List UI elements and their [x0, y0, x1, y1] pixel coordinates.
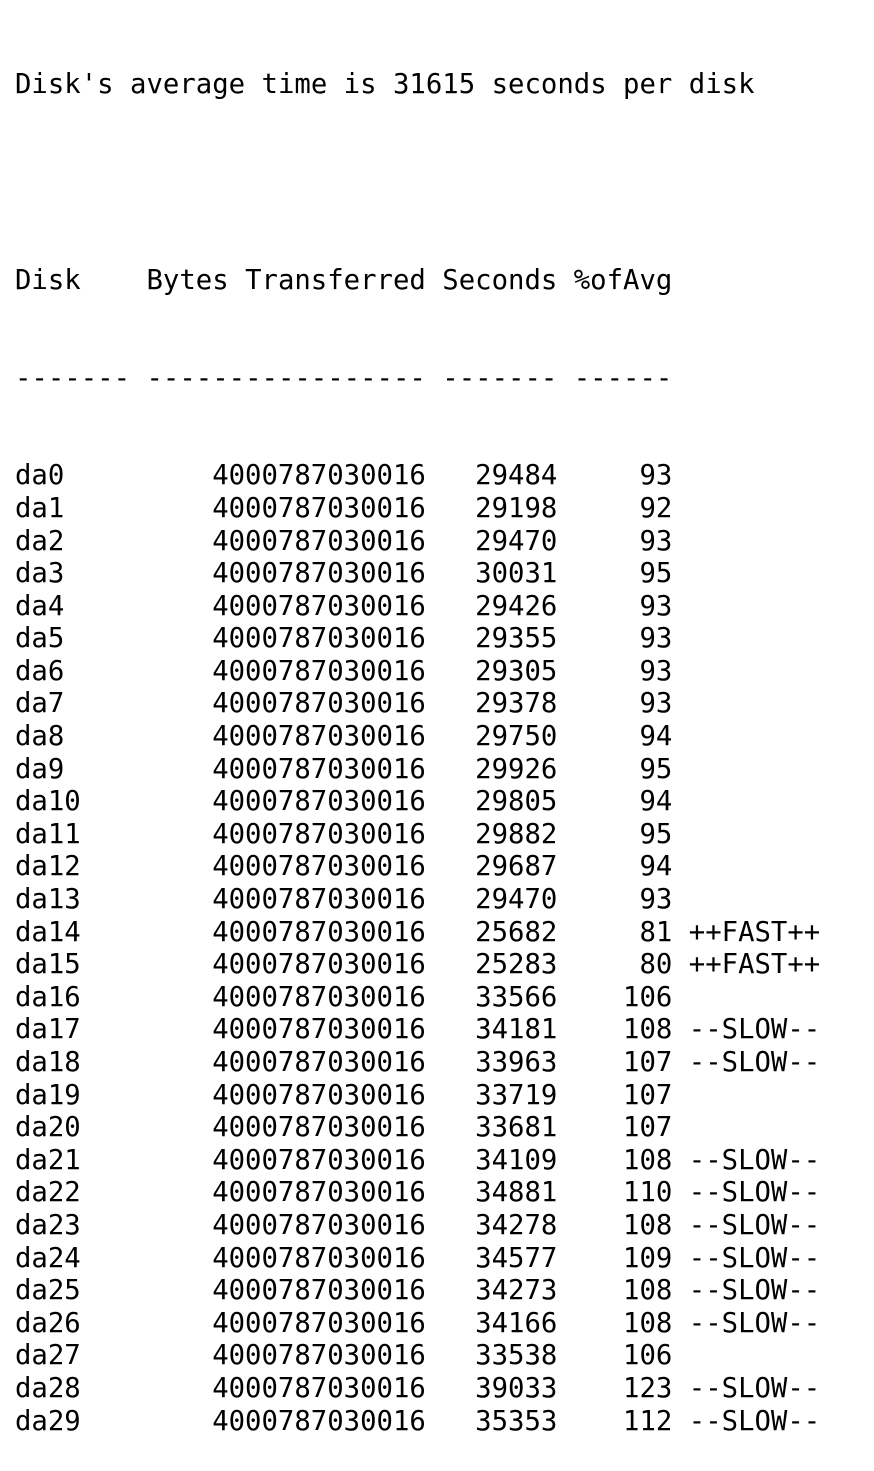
rule-seconds: -------	[442, 362, 558, 394]
cell-pct: 94	[639, 721, 673, 753]
cell-bytes: 4000787030016	[212, 916, 426, 948]
cell-disk: da9	[15, 753, 65, 785]
table-row	[15, 1243, 865, 1276]
cell-seconds: 29687	[475, 851, 558, 883]
cell-disk: da27	[15, 1340, 81, 1372]
cell-seconds: 34166	[475, 1307, 558, 1339]
cell-bytes: 4000787030016	[212, 1275, 426, 1307]
cell-disk: da23	[15, 1209, 81, 1241]
table-row	[15, 754, 865, 787]
cell-disk: da5	[15, 623, 65, 655]
table-row	[15, 493, 865, 526]
cell-bytes: 4000787030016	[212, 818, 426, 850]
cell-seconds: 35353	[475, 1405, 558, 1437]
table-row	[15, 1080, 865, 1113]
cell-seconds: 33681	[475, 1112, 558, 1144]
table-row	[15, 982, 865, 1015]
table-row	[15, 1373, 865, 1406]
cell-bytes: 4000787030016	[212, 949, 426, 981]
cell-flag: --SLOW--	[688, 1177, 821, 1209]
table-row	[15, 1112, 865, 1145]
cell-disk: da10	[15, 786, 81, 818]
cell-pct: 95	[639, 753, 673, 785]
cell-flag: --SLOW--	[688, 1275, 821, 1307]
table-row	[15, 1177, 865, 1210]
cell-bytes: 4000787030016	[212, 1014, 426, 1046]
cell-disk: da16	[15, 981, 81, 1013]
cell-bytes: 4000787030016	[212, 721, 426, 753]
cell-bytes: 4000787030016	[212, 525, 426, 557]
cell-disk: da21	[15, 1144, 81, 1176]
cell-flag: --SLOW--	[688, 1047, 821, 1078]
cell-pct: 107	[623, 1112, 673, 1144]
table-row	[15, 460, 865, 493]
cell-seconds: 29750	[475, 721, 558, 753]
cell-flag: --SLOW--	[688, 1307, 821, 1339]
cell-seconds: 25682	[475, 916, 558, 948]
table-row	[15, 721, 865, 754]
table-row	[15, 1145, 865, 1178]
cell-disk: da28	[15, 1372, 81, 1404]
cell-seconds: 33719	[475, 1079, 558, 1111]
cell-disk: da13	[15, 884, 81, 916]
cell-bytes: 4000787030016	[212, 590, 426, 622]
cell-flag: ++FAST++	[688, 949, 821, 981]
cell-bytes: 4000787030016	[212, 492, 426, 524]
cell-pct: 109	[623, 1242, 673, 1274]
cell-pct: 93	[639, 655, 673, 687]
table-row	[15, 1210, 865, 1243]
header-bytes: Bytes Transferred	[146, 264, 426, 296]
table-row	[15, 1340, 865, 1373]
cell-bytes: 4000787030016	[212, 1112, 426, 1144]
table-row	[15, 949, 865, 982]
header-pct: %ofAvg	[573, 264, 673, 296]
cell-disk: da2	[15, 525, 65, 557]
cell-disk: da22	[15, 1177, 81, 1209]
cell-seconds: 34881	[475, 1177, 558, 1209]
table-row	[15, 1275, 865, 1308]
cell-disk: da4	[15, 590, 65, 622]
table-row	[15, 656, 865, 689]
cell-bytes: 4000787030016	[212, 460, 426, 492]
table-row	[15, 1047, 865, 1080]
cell-bytes: 4000787030016	[212, 851, 426, 883]
cell-pct: 107	[623, 1047, 673, 1078]
cell-seconds: 25283	[475, 949, 558, 981]
table-row	[15, 917, 865, 950]
cell-seconds: 29882	[475, 818, 558, 850]
cell-seconds: 34181	[475, 1014, 558, 1046]
cell-disk: da14	[15, 916, 81, 948]
cell-pct: 106	[623, 981, 673, 1013]
cell-bytes: 4000787030016	[212, 1307, 426, 1339]
table-row	[15, 526, 865, 559]
cell-disk: da25	[15, 1275, 81, 1307]
cell-flag: --SLOW--	[688, 1209, 821, 1241]
table-row	[15, 688, 865, 721]
table-row	[15, 786, 865, 819]
cell-bytes: 4000787030016	[212, 786, 426, 818]
cell-pct: 92	[639, 492, 673, 524]
cell-disk: da26	[15, 1307, 81, 1339]
cell-pct: 80	[639, 949, 673, 981]
cell-disk: da20	[15, 1112, 81, 1144]
cell-bytes: 4000787030016	[212, 558, 426, 590]
cell-pct: 93	[639, 590, 673, 622]
cell-disk: da29	[15, 1405, 81, 1437]
table-row	[15, 1406, 865, 1439]
cell-flag: --SLOW--	[688, 1405, 821, 1437]
cell-bytes: 4000787030016	[212, 884, 426, 916]
cell-disk: da17	[15, 1014, 81, 1046]
cell-seconds: 29470	[475, 884, 558, 916]
cell-seconds: 33566	[475, 981, 558, 1013]
cell-pct: 93	[639, 623, 673, 655]
cell-pct: 95	[639, 818, 673, 850]
table-row	[15, 591, 865, 624]
cell-bytes: 4000787030016	[212, 1405, 426, 1437]
header-disk: Disk	[15, 264, 81, 296]
cell-seconds: 29305	[475, 655, 558, 687]
table-header	[15, 265, 865, 298]
cell-pct: 94	[639, 851, 673, 883]
cell-seconds: 33963	[475, 1047, 558, 1078]
cell-flag: --SLOW--	[688, 1372, 821, 1404]
cell-seconds: 30031	[475, 558, 558, 590]
cell-bytes: 4000787030016	[212, 623, 426, 655]
cell-bytes: 4000787030016	[212, 688, 426, 720]
blank-line	[15, 167, 865, 200]
cell-disk: da12	[15, 851, 81, 883]
cell-pct: 123	[623, 1372, 673, 1404]
cell-disk: da24	[15, 1242, 81, 1274]
cell-bytes: 4000787030016	[212, 1177, 426, 1209]
cell-pct: 106	[623, 1340, 673, 1372]
cell-bytes: 4000787030016	[212, 1242, 426, 1274]
cell-pct: 93	[639, 884, 673, 916]
cell-disk: da15	[15, 949, 81, 981]
cell-pct: 93	[639, 525, 673, 557]
cell-pct: 108	[623, 1307, 673, 1339]
header-seconds: Seconds	[442, 264, 558, 296]
cell-pct: 93	[639, 688, 673, 720]
rule-pct: ------	[573, 362, 673, 394]
cell-pct: 81	[639, 916, 673, 948]
summary-line: Disk's average time is 31615 seconds per disk	[15, 69, 755, 101]
cell-seconds: 34273	[475, 1275, 558, 1307]
table-row	[15, 851, 865, 884]
cell-bytes: 4000787030016	[212, 981, 426, 1013]
cell-disk: da8	[15, 721, 65, 753]
table-row	[15, 558, 865, 591]
cell-disk: da0	[15, 460, 65, 492]
cell-pct: 108	[623, 1014, 673, 1046]
cell-seconds: 34109	[475, 1144, 558, 1176]
cell-pct: 108	[623, 1275, 673, 1307]
cell-seconds: 34577	[475, 1242, 558, 1274]
cell-seconds: 29470	[475, 525, 558, 557]
cell-disk: da6	[15, 655, 65, 687]
cell-seconds: 34278	[475, 1209, 558, 1241]
table-row	[15, 623, 865, 656]
cell-seconds: 29926	[475, 753, 558, 785]
cell-disk: da18	[15, 1047, 81, 1078]
cell-flag: --SLOW--	[688, 1242, 821, 1274]
terminal-output	[15, 4, 865, 1471]
cell-seconds: 33538	[475, 1340, 558, 1372]
table-row	[15, 884, 865, 917]
cell-pct: 93	[639, 460, 673, 492]
cell-bytes: 4000787030016	[212, 1209, 426, 1241]
cell-flag: --SLOW--	[688, 1014, 821, 1046]
cell-pct: 108	[623, 1144, 673, 1176]
cell-pct: 107	[623, 1079, 673, 1111]
cell-bytes: 4000787030016	[212, 655, 426, 687]
disk-table-body	[15, 460, 865, 1438]
cell-pct: 112	[623, 1405, 673, 1437]
cell-seconds: 29805	[475, 786, 558, 818]
cell-bytes: 4000787030016	[212, 1372, 426, 1404]
cell-seconds: 29198	[475, 492, 558, 524]
cell-seconds: 39033	[475, 1372, 558, 1404]
cell-bytes: 4000787030016	[212, 1340, 426, 1372]
table-row	[15, 819, 865, 852]
table-row	[15, 1308, 865, 1341]
cell-disk: da19	[15, 1079, 81, 1111]
cell-disk: da3	[15, 558, 65, 590]
cell-bytes: 4000787030016	[212, 1079, 426, 1111]
cell-pct: 108	[623, 1209, 673, 1241]
cell-flag: --SLOW--	[688, 1144, 821, 1176]
table-row	[15, 1014, 865, 1047]
cell-seconds: 29378	[475, 688, 558, 720]
cell-bytes: 4000787030016	[212, 753, 426, 785]
rule-bytes: -----------------	[146, 362, 426, 394]
cell-seconds: 29426	[475, 590, 558, 622]
cell-bytes: 4000787030016	[212, 1144, 426, 1176]
cell-seconds: 29484	[475, 460, 558, 492]
cell-pct: 95	[639, 558, 673, 590]
cell-disk: da11	[15, 818, 81, 850]
cell-pct: 94	[639, 786, 673, 818]
cell-flag: ++FAST++	[688, 916, 821, 948]
cell-disk: da1	[15, 492, 65, 524]
cell-pct: 110	[623, 1177, 673, 1209]
cell-disk: da7	[15, 688, 65, 720]
cell-bytes: 4000787030016	[212, 1047, 426, 1078]
header-rule	[15, 363, 865, 396]
cell-seconds: 29355	[475, 623, 558, 655]
rule-disk: -------	[15, 362, 131, 394]
